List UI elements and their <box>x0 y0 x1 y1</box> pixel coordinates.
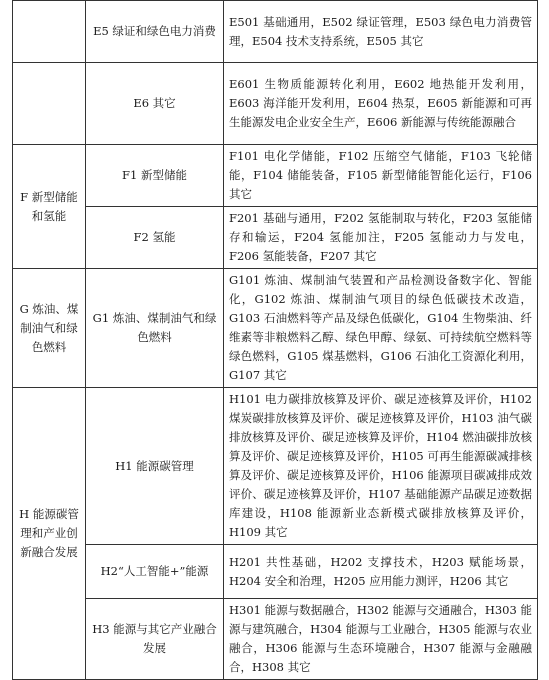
table-row <box>13 63 538 145</box>
items-cell: F201 基础与通用，F202 氢能制取与转化，F203 氢能储存和输运，F204 氢能加注，F205 氢能动力与发电，F206 氢能装备，F207 其它 <box>224 207 538 269</box>
subcategory-cell: E6 其它 <box>86 63 224 145</box>
standards-table <box>12 0 538 680</box>
category-cell: H 能源碳管理和产业创新融合发展 <box>13 388 86 680</box>
subcategory-cell: H1 能源碳管理 <box>86 388 224 545</box>
table-row <box>13 545 538 599</box>
subcategory-cell: F2 氢能 <box>86 207 224 269</box>
items-cell: G101 炼油、煤制油气装置和产品检测设备数字化、智能化，G102 炼油、煤制油气项目的绿色低碳技术改造，G103 石油燃料等产品及绿色低碳化，G104 生物柴油、纤维素等非粮燃料乙醇、绿色甲醇、绿氨、可持续航空燃料等绿色燃料，G105 煤基燃料，G106 石油化工资源化利用，G107 其它 <box>224 269 538 388</box>
items-cell: E501 基础通用，E502 绿证管理，E503 绿色电力消费管理，E504 技术支持系统，E505 其它 <box>224 1 538 63</box>
items-cell: H201 共性基础，H202 支撑技术，H203 赋能场景，H204 安全和治理，H205 应用能力测评，H206 其它 <box>224 545 538 599</box>
items-cell: F101 电化学储能，F102 压缩空气储能，F103 飞轮储能，F104 储能装备，F105 新型储能智能化运行，F106 其它 <box>224 145 538 207</box>
subcategory-cell: G1 炼油、煤制油气和绿色燃料 <box>86 269 224 388</box>
items-cell: E601 生物质能源转化利用，E602 地热能开发利用，E603 海洋能开发利用，E604 热泵，E605 新能源和可再生能源发电企业安全生产，E606 新能源与传统能源融合 <box>224 63 538 145</box>
subcategory-cell: H2“人工智能+”能源 <box>86 545 224 599</box>
subcategory-cell: F1 新型储能 <box>86 145 224 207</box>
subcategory-cell: H3 能源与其它产业融合发展 <box>86 599 224 680</box>
category-cell: F 新型储能和氢能 <box>13 145 86 269</box>
category-cell <box>13 1 86 63</box>
category-cell-continuation <box>13 63 86 145</box>
table-row <box>13 269 538 388</box>
table-row <box>13 388 538 545</box>
category-cell: G 炼油、煤制油气和绿色燃料 <box>13 269 86 388</box>
items-cell: H101 电力碳排放核算及评价、碳足迹核算及评价，H102 煤炭碳排放核算及评价、碳足迹核算及评价，H103 油气碳排放核算及评价、碳足迹核算及评价，H104 燃油碳排放核算及评价、碳足迹核算及评价，H105 可再生能源碳减排核算及评价、碳足迹核算及评价，H106 能源项目碳减排成效评价、碳足迹核算及评价，H107 基础能源产品碳足迹数据库建设，H108 能源新业态新模式碳排放核算及评价，H109 其它 <box>224 388 538 545</box>
items-cell: H301 能源与数据融合，H302 能源与交通融合，H303 能源与建筑融合，H304 能源与工业融合，H305 能源与农业融合，H306 能源与生态环境融合，H307 能源与金融融合，H308 其它 <box>224 599 538 680</box>
table-row <box>13 145 538 207</box>
subcategory-cell: E5 绿证和绿色电力消费 <box>86 1 224 63</box>
table-row <box>13 599 538 680</box>
table-row <box>13 1 538 63</box>
table-row <box>13 207 538 269</box>
